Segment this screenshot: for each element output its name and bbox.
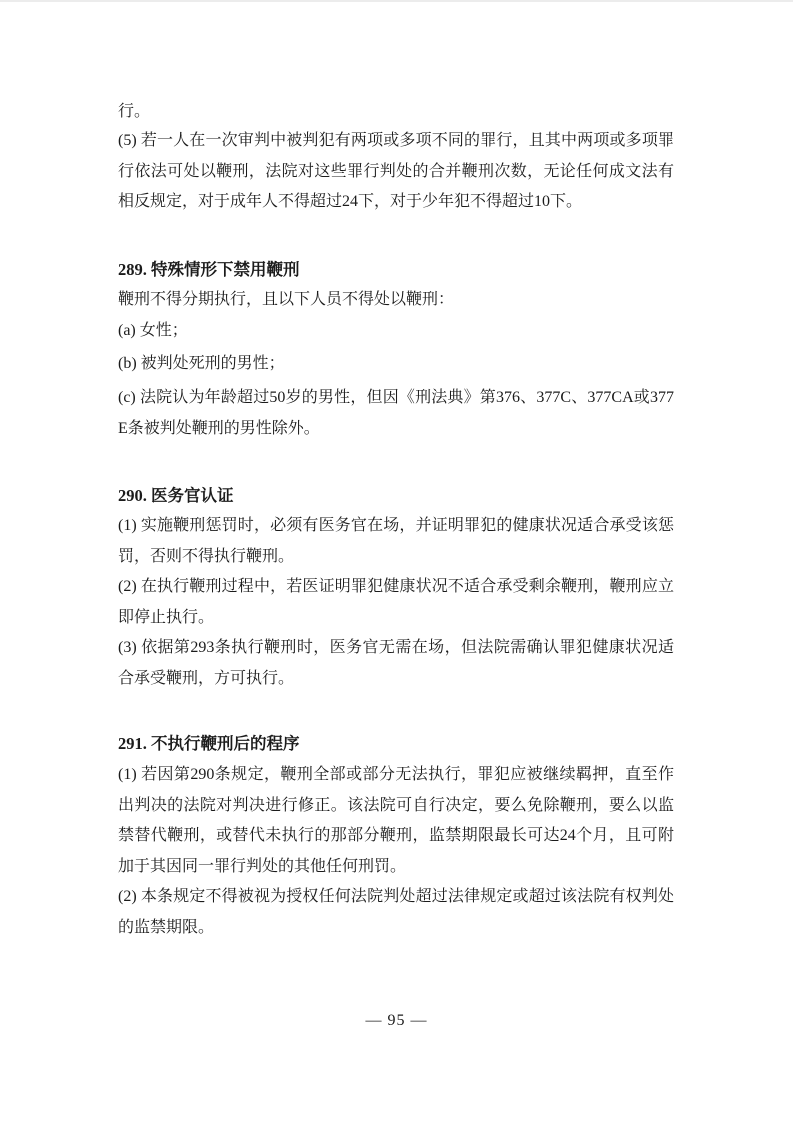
section-291-clause-2: (2) 本条规定不得被视为授权任何法院判处超过法律规定或超过该法院有权判处的监禁期限。 <box>118 888 674 936</box>
section-289-item-b: (b) 被判处死刑的男性； <box>118 355 285 372</box>
section-290-clause-3: (3) 依据第293条执行鞭刑时，医务官无需在场，但法院需确认罪犯健康状况适合承受鞭刑，方可执行。 <box>118 639 674 687</box>
continuation-paragraph: 行。 <box>118 103 151 120</box>
clause-5-paragraph: (5) 若一人在一次审判中被判犯有两项或多项不同的罪行，且其中两项或多项罪行依法可处以鞭刑，法院对这些罪行判处的合并鞭刑次数，无论任何成文法有相反规定，对于成年人不得超过24下，对于少年犯不得超过10下。 <box>118 132 674 211</box>
section-289-intro-paragraph: 鞭刑不得分期执行，且以下人员不得处以鞭刑： <box>118 291 455 308</box>
section-290-clause-1: (1) 实施鞭刑惩罚时，必须有医务官在场，并证明罪犯的健康状况适合承受该惩罚，否则不得执行鞭刑。 <box>118 517 674 565</box>
section-291-heading: 291. 不执行鞭刑后的程序 <box>118 734 300 753</box>
page-top-edge <box>0 0 793 2</box>
section-289-heading: 289. 特殊情形下禁用鞭刑 <box>118 260 300 279</box>
section-289-item-c: (c) 法院认为年龄超过50岁的男性，但因《刑法典》第376、377C、377CA或377E条被判处鞭刑的男性除外。 <box>118 389 674 437</box>
page-number: — 95 — <box>365 1012 428 1029</box>
section-289-item-a: (a) 女性； <box>118 322 188 339</box>
section-290-clause-2: (2) 在执行鞭刑过程中，若医证明罪犯健康状况不适合承受剩余鞭刑，鞭刑应立即停止执行。 <box>118 578 674 626</box>
section-290-heading: 290. 医务官认证 <box>118 486 234 505</box>
section-291-clause-1: (1) 若因第290条规定，鞭刑全部或部分无法执行，罪犯应被继续羁押，直至作出判决的法院对判决进行修正。该法院可自行决定，要么免除鞭刑，要么以监禁替代鞭刑，或替代未执行的那部分鞭刑，监禁期限最长可达24个月，且可附加于其因同一罪行判处的其他任何刑罚。 <box>118 766 674 876</box>
